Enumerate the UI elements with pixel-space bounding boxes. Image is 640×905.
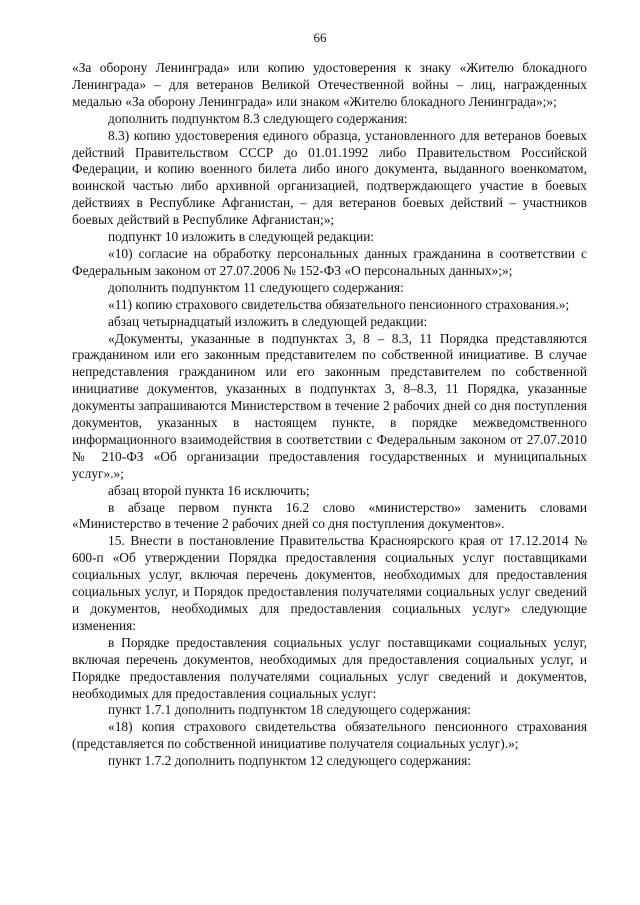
paragraph-16: пункт 1.7.2 дополнить подпунктом 12 следующего содержания: xyxy=(108,753,471,769)
paragraph-1: «За оборону Ленинграда» или копию удостоверения к знаку «Жителю блокадного Ленинграда» – для ветеранов Великой Отечественной войны – лиц, награжденных медалью «За оборону Ленинграда» или знаком «Жителю блокадного Ленинграда»;»; xyxy=(72,60,587,109)
paragraph-15: «18) копия страхового свидетельства обязательного пенсионного страхования (представляется по собственной инициативе получателя социальных услуг).»; xyxy=(72,719,587,752)
paragraph-3: 8.3) копию удостоверения единого образца, установленного для ветеранов боевых действий Правительством СССР до 01.01.1992 либо Правительством Российской Федерации, и копию военного билета либо иного документа, выданного военкоматом, воинской частью либо архивной организацией, подтверждающего участие в боевых действиях в Республике Афганистан, – для ветеранов боевых действий – участников боевых действий в Республике Афганистан;»; xyxy=(72,127,587,228)
page-number: 66 xyxy=(313,30,327,45)
paragraph-2: дополнить подпунктом 8.3 следующего содержания: xyxy=(108,110,408,126)
paragraph-14: пункт 1.7.1 дополнить подпунктом 18 следующего содержания: xyxy=(108,702,471,718)
paragraph-9: «Документы, указанные в подпунктах 3, 8 – 8.3, 11 Порядка представляются гражданином или его законным представителем по собственной инициативе. В случае непредставления гражданином или его законным представителем по собственной инициативе документов, указанных в подпунктах 3, 8–8.3, 11 Порядка, указанные документы запрашиваются Министерством в течение 2 рабочих дней со дня поступления документов, указанных в настоящем пункте, в порядке межведомственного информационного взаимодействия в соответствии с Федеральным законом от 27.07.2010 № 210-ФЗ «Об организации предоставления государственных и муниципальных услуг».»; xyxy=(72,330,587,481)
paragraph-10: абзац второй пункта 16 исключить; xyxy=(108,482,310,498)
paragraph-11: в абзаце первом пункта 16.2 слово «министерство» заменить словами «Министерство в течение 2 рабочих дней со дня поступления документов». xyxy=(72,499,587,532)
paragraph-7: «11) копию страхового свидетельства обязательного пенсионного страхования.»; xyxy=(108,296,570,312)
paragraph-5: «10) согласие на обработку персональных данных гражданина в соответствии с Федеральным законом от 27.07.2006 № 152-ФЗ «О персональных данных»;»; xyxy=(72,245,587,278)
paragraph-8: абзац четырнадцатый изложить в следующей редакции: xyxy=(108,313,428,329)
paragraph-6: дополнить подпунктом 11 следующего содержания: xyxy=(108,279,404,295)
paragraph-13: в Порядке предоставления социальных услуг поставщиками социальных услуг, включая перечень документов, необходимых для предоставления социальных услуг, и Порядке предоставления получателями социальных услуг сведений и документов, необходимых для предоставления социальных услуг: xyxy=(72,634,587,701)
paragraph-12: 15. Внести в постановление Правительства Красноярского края от 17.12.2014 № 600-п «Об утверждении Порядка предоставления социальных услуг поставщиками социальных услуг, включая перечень документов, необходимых для предоставления социальных услуг, и Порядок предоставления получателями социальных услуг сведений и документов, необходимых для предоставления социальных услуг» следующие изменения: xyxy=(72,533,587,633)
paragraph-4: подпункт 10 изложить в следующей редакции: xyxy=(108,229,375,245)
document-body xyxy=(72,60,587,770)
